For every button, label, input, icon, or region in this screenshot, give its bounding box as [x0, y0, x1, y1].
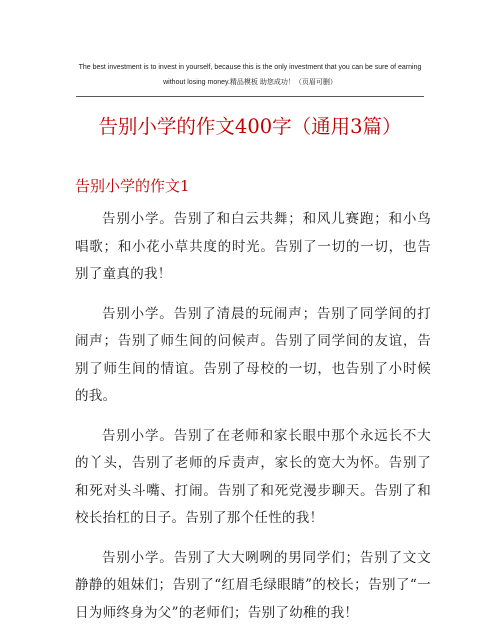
- paragraph-1: 告别小学。告别了和白云共舞；和风儿赛跑；和小鸟唱歌；和小花小草共度的时光。告别了一切的一切，也告别了童真的我！: [75, 211, 431, 282]
- page-header: [60, 60, 440, 90]
- paragraph-3: 告别小学。告别了在老师和家长眼中那个永远长不大的丫头，告别了老师的斥责声，家长的宽大为怀。告别了和死对头斗嘴、打闹。告别了和死党漫步聊天。告别了和校长抬杠的日子。告别了那个任性的我！: [75, 427, 431, 526]
- document-title: 告别小学的作文400字（通用3篇）: [98, 115, 402, 138]
- header-quote-line2: without losing money.精品模板 助您成功！（页眉可删）: [163, 79, 337, 86]
- document-body: [75, 206, 431, 639]
- header-quote-line1: The best investment is to invest in yourself, because this is the only investment that you can be sure of earning: [78, 64, 422, 71]
- paragraph-2: 告别小学。告别了清晨的玩闹声；告别了同学间的打闹声；告别了师生间的问候声。告别了同学间的友谊，告别了师生间的情谊。告别了母校的一切，也告别了小时候的我。: [75, 305, 431, 404]
- section-heading: 告别小学的作文1: [75, 177, 190, 195]
- paragraph-4: 告别小学。告别了大大咧咧的男同学们；告别了文文静静的姐妹们；告别了“红眉毛绿眼睛”的校长；告别了“一日为师终身为父”的老师们；告别了幼稚的我！: [75, 549, 431, 621]
- header-divider: [76, 96, 424, 97]
